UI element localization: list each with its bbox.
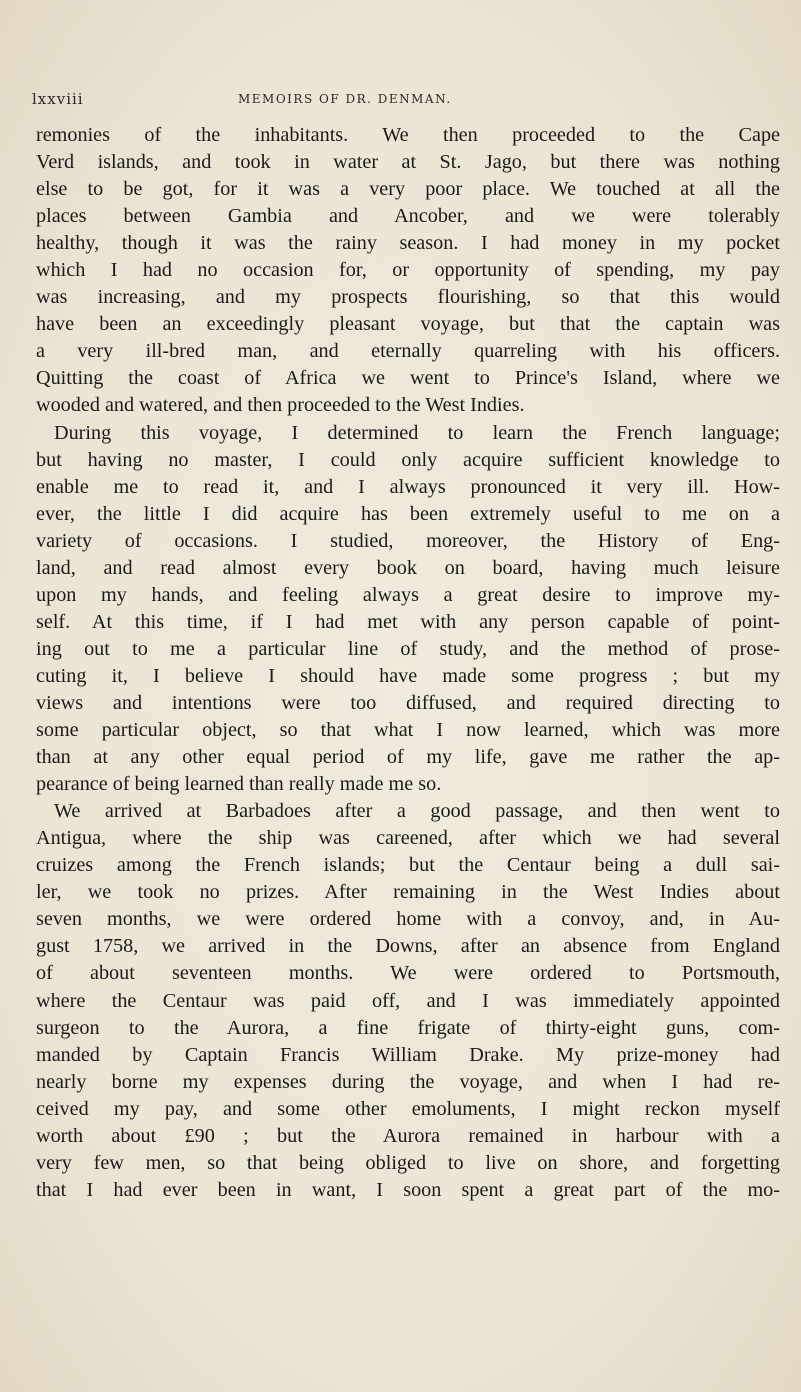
text-line: than at any other equal period of my life, gave me rather the ap- — [36, 746, 780, 769]
text-line: remonies of the inhabitants. We then proceeded to the Cape — [36, 124, 780, 146]
body-text — [36, 122, 780, 1204]
text-line: nearly borne my expenses during the voyage, and when I had re- — [36, 1070, 780, 1093]
text-line: which I had no occasion for, or opportunity of spending, my pay — [36, 259, 780, 282]
text-line: wooded and watered, and then proceeded to the West Indies. — [36, 394, 525, 417]
text-line: places between Gambia and Ancober, and we were tolerably — [36, 205, 780, 228]
text-line: very few men, so that being obliged to live on shore, and forgetting — [36, 1151, 780, 1174]
text-line: During this voyage, I determined to learn the French language; — [54, 421, 780, 444]
running-title: MEMOIRS OF DR. DENMAN. — [238, 92, 452, 106]
text-line: upon my hands, and feeling always a great desire to improve my- — [36, 583, 780, 606]
text-line: surgeon to the Aurora, a fine frigate of thirty-eight guns, com- — [36, 1016, 780, 1039]
text-line: have been an exceedingly pleasant voyage, but that the captain was — [36, 313, 780, 336]
text-line: self. At this time, if I had met with any person capable of point- — [36, 610, 780, 633]
page-header — [32, 90, 772, 114]
text-line: Quitting the coast of Africa we went to Prince's Island, where we — [36, 367, 780, 390]
text-line: enable me to read it, and I always pronounced it very ill. How- — [36, 475, 780, 498]
text-line: land, and read almost every book on board, having much leisure — [36, 556, 780, 579]
text-line: cruizes among the French islands; but the Centaur being a dull sai- — [36, 854, 780, 877]
text-line: seven months, we were ordered home with a convoy, and, in Au- — [36, 908, 780, 931]
text-line: was increasing, and my prospects flourishing, so that this would — [36, 286, 780, 309]
text-line: worth about £90 ; but the Aurora remained in harbour with a — [36, 1124, 780, 1147]
text-line: a very ill-bred man, and eternally quarreling with his officers. — [36, 340, 780, 363]
page-number: lxxviii — [32, 90, 84, 108]
text-line: We arrived at Barbadoes after a good passage, and then went to — [54, 800, 780, 823]
text-line: of about seventeen months. We were ordered to Portsmouth, — [36, 962, 780, 985]
text-line: views and intentions were too diffused, and required directing to — [36, 691, 780, 714]
text-line: cuting it, I believe I should have made some progress ; but my — [36, 664, 780, 687]
text-line: ceived my pay, and some other emoluments, I might reckon myself — [36, 1097, 780, 1120]
text-line: where the Centaur was paid off, and I was immediately appointed — [36, 989, 780, 1012]
text-line: healthy, though it was the rainy season. I had money in my pocket — [36, 232, 780, 255]
text-line: some particular object, so that what I now learned, which was more — [36, 719, 780, 742]
text-line: else to be got, for it was a very poor place. We touched at all the — [36, 178, 780, 201]
text-line: ler, we took no prizes. After remaining in the West Indies about — [36, 881, 780, 904]
text-line: manded by Captain Francis William Drake. My prize-money had — [36, 1043, 780, 1066]
text-line: but having no master, I could only acquire sufficient knowledge to — [36, 448, 780, 471]
text-line: variety of occasions. I studied, moreover, the History of Eng- — [36, 529, 780, 552]
text-line: ever, the little I did acquire has been extremely useful to me on a — [36, 502, 780, 525]
text-line: Verd islands, and took in water at St. Jago, but there was nothing — [36, 151, 780, 174]
text-line: ing out to me a particular line of study, and the method of prose- — [36, 637, 780, 660]
text-line: gust 1758, we arrived in the Downs, after an absence from England — [36, 935, 780, 958]
text-line: pearance of being learned than really made me so. — [36, 773, 442, 796]
text-line: that I had ever been in want, I soon spent a great part of the mo- — [36, 1178, 780, 1201]
text-line: Antigua, where the ship was careened, after which we had several — [36, 827, 780, 850]
